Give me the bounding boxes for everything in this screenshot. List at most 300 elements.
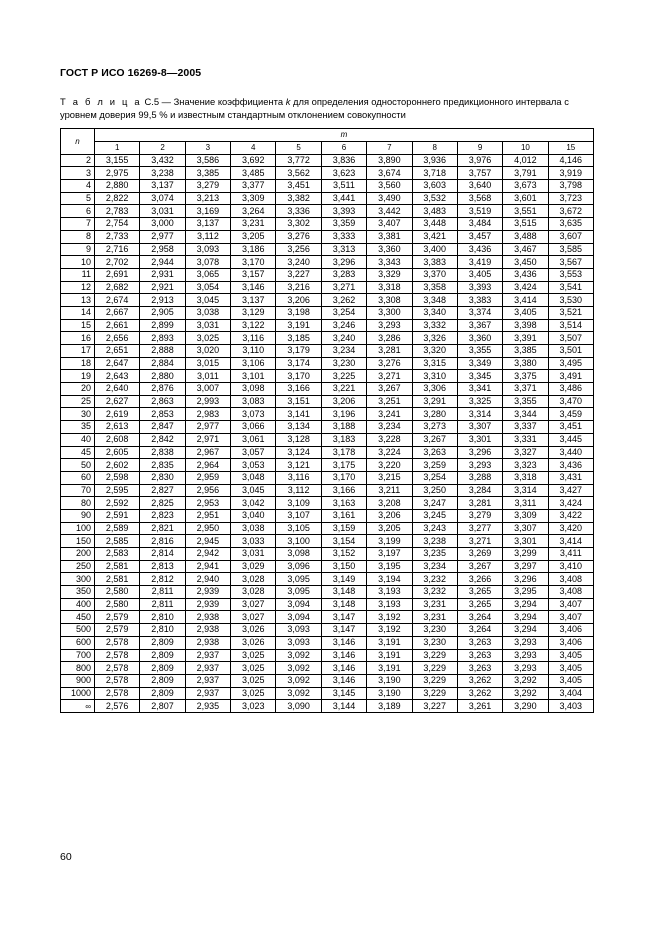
table-cell: 3,259 xyxy=(412,459,457,472)
table-cell: 2,580 xyxy=(95,586,140,599)
table-cell: 3,241 xyxy=(367,408,412,421)
table-cell: 3,098 xyxy=(231,383,276,396)
table-cell: 2,935 xyxy=(185,700,230,713)
table-cell: 3,296 xyxy=(503,573,548,586)
table-cell: 3,343 xyxy=(367,256,412,269)
table-cell: 3,607 xyxy=(548,230,593,243)
table-cell: 2,643 xyxy=(95,370,140,383)
table-cell: 2,993 xyxy=(185,395,230,408)
table-cell: 3,199 xyxy=(367,535,412,548)
table-cell: 2,977 xyxy=(140,230,185,243)
table-row xyxy=(61,687,594,700)
table-cell: 3,190 xyxy=(367,687,412,700)
table-cell: 2,576 xyxy=(95,700,140,713)
table-cell: 3,293 xyxy=(457,459,502,472)
table-cell: 3,092 xyxy=(276,674,321,687)
table-cell: 3,025 xyxy=(231,662,276,675)
table-cell: 3,045 xyxy=(231,484,276,497)
table-cell: 3,094 xyxy=(276,598,321,611)
table-cell: 2,971 xyxy=(185,433,230,446)
table-cell: 3,234 xyxy=(367,421,412,434)
table-cell: 3,215 xyxy=(367,471,412,484)
table-cell: 3,313 xyxy=(321,243,366,256)
row-label-n: 16 xyxy=(61,332,95,345)
table-cell: 3,229 xyxy=(412,662,457,675)
table-cell: 2,605 xyxy=(95,446,140,459)
row-label-n: 11 xyxy=(61,268,95,281)
table-cell: 3,297 xyxy=(503,560,548,573)
table-cell: 3,360 xyxy=(367,243,412,256)
table-cell: 3,436 xyxy=(457,243,502,256)
caption-table-id: С.5 xyxy=(144,96,160,107)
row-label-n: 600 xyxy=(61,636,95,649)
table-cell: 3,109 xyxy=(276,497,321,510)
table-cell: 3,148 xyxy=(321,598,366,611)
table-cell: 3,178 xyxy=(321,446,366,459)
table-cell: 3,163 xyxy=(321,497,366,510)
table-cell: 3,295 xyxy=(503,586,548,599)
table-cell: 3,436 xyxy=(503,268,548,281)
table-cell: 3,191 xyxy=(276,319,321,332)
table-cell: 2,937 xyxy=(185,674,230,687)
table-cell: 3,025 xyxy=(231,649,276,662)
table-cell: 3,398 xyxy=(503,319,548,332)
row-label-n: 10 xyxy=(61,256,95,269)
table-cell: 3,585 xyxy=(548,243,593,256)
table-cell: 3,432 xyxy=(140,154,185,167)
table-cell: 3,273 xyxy=(412,421,457,434)
row-label-n: ∞ xyxy=(61,700,95,713)
table-cell: 3,053 xyxy=(231,459,276,472)
table-cell: 2,578 xyxy=(95,662,140,675)
table-row xyxy=(61,535,594,548)
table-cell: 3,146 xyxy=(321,636,366,649)
table-cell: 3,151 xyxy=(276,395,321,408)
row-label-n: 800 xyxy=(61,662,95,675)
table-cell: 2,602 xyxy=(95,459,140,472)
table-cell: 3,240 xyxy=(321,332,366,345)
table-row xyxy=(61,484,594,497)
table-cell: 3,206 xyxy=(367,509,412,522)
table-row xyxy=(61,586,594,599)
table-row xyxy=(61,268,594,281)
row-label-n: 15 xyxy=(61,319,95,332)
row-label-n: 45 xyxy=(61,446,95,459)
table-cell: 3,391 xyxy=(503,332,548,345)
table-cell: 3,048 xyxy=(231,471,276,484)
table-cell: 2,592 xyxy=(95,497,140,510)
table-cell: 3,283 xyxy=(321,268,366,281)
table-cell: 3,288 xyxy=(457,471,502,484)
table-cell: 3,025 xyxy=(231,674,276,687)
table-cell: 2,863 xyxy=(140,395,185,408)
table-cell: 2,674 xyxy=(95,294,140,307)
table-cell: 3,026 xyxy=(231,624,276,637)
table-cell: 3,093 xyxy=(185,243,230,256)
table-cell: 2,640 xyxy=(95,383,140,396)
table-cell: 2,647 xyxy=(95,357,140,370)
table-cell: 3,329 xyxy=(367,268,412,281)
table-cell: 3,488 xyxy=(503,230,548,243)
table-cell: 3,095 xyxy=(276,573,321,586)
table-cell: 3,015 xyxy=(185,357,230,370)
table-cell: 3,193 xyxy=(367,586,412,599)
table-cell: 3,224 xyxy=(367,446,412,459)
table-cell: 3,025 xyxy=(231,687,276,700)
row-label-n: 8 xyxy=(61,230,95,243)
table-cell: 2,958 xyxy=(140,243,185,256)
table-cell: 2,581 xyxy=(95,573,140,586)
table-row xyxy=(61,408,594,421)
table-row xyxy=(61,180,594,193)
table-cell: 3,265 xyxy=(457,586,502,599)
table-header xyxy=(61,129,594,155)
table-cell: 2,661 xyxy=(95,319,140,332)
table-cell: 3,083 xyxy=(231,395,276,408)
table-cell: 3,483 xyxy=(412,205,457,218)
table-cell: 2,944 xyxy=(140,256,185,269)
table-row xyxy=(61,560,594,573)
table-cell: 3,331 xyxy=(503,433,548,446)
table-row xyxy=(61,281,594,294)
table-cell: 3,196 xyxy=(321,408,366,421)
table-cell: 3,121 xyxy=(276,459,321,472)
table-cell: 3,414 xyxy=(548,535,593,548)
table-cell: 3,291 xyxy=(412,395,457,408)
table-cell: 3,406 xyxy=(548,636,593,649)
table-cell: 3,919 xyxy=(548,167,593,180)
table-cell: 3,146 xyxy=(321,649,366,662)
table-cell: 3,191 xyxy=(367,649,412,662)
table-cell: 3,149 xyxy=(321,573,366,586)
table-cell: 3,976 xyxy=(457,154,502,167)
table-cell: 2,951 xyxy=(185,509,230,522)
table-cell: 2,880 xyxy=(95,180,140,193)
table-cell: 3,092 xyxy=(276,649,321,662)
table-cell: 3,267 xyxy=(457,560,502,573)
table-cell: 2,975 xyxy=(95,167,140,180)
table-row xyxy=(61,218,594,231)
table-cell: 2,619 xyxy=(95,408,140,421)
table-cell: 3,098 xyxy=(276,548,321,561)
table-cell: 3,290 xyxy=(503,700,548,713)
table-cell: 2,938 xyxy=(185,624,230,637)
table-cell: 3,134 xyxy=(276,421,321,434)
table-cell: 3,560 xyxy=(367,180,412,193)
table-cell: 3,152 xyxy=(321,548,366,561)
caption-text-before: — Значение коэффициента xyxy=(161,96,284,107)
table-row xyxy=(61,497,594,510)
table-cell: 3,427 xyxy=(548,484,593,497)
table-cell: 3,137 xyxy=(185,218,230,231)
table-cell: 3,261 xyxy=(457,700,502,713)
table-cell: 3,400 xyxy=(412,243,457,256)
table-cell: 3,011 xyxy=(185,370,230,383)
table-row xyxy=(61,573,594,586)
table-row xyxy=(61,243,594,256)
table-cell: 3,271 xyxy=(321,281,366,294)
col-group-header-m: m xyxy=(95,129,594,142)
table-cell: 3,393 xyxy=(321,205,366,218)
table-cell: 3,220 xyxy=(367,459,412,472)
table-cell: 3,284 xyxy=(457,484,502,497)
table-cell: 2,812 xyxy=(140,573,185,586)
table-cell: 3,307 xyxy=(457,421,502,434)
table-cell: 2,811 xyxy=(140,586,185,599)
table-cell: 3,146 xyxy=(321,662,366,675)
table-cell: 3,228 xyxy=(367,433,412,446)
table-row xyxy=(61,205,594,218)
table-cell: 3,294 xyxy=(503,624,548,637)
table-cell: 3,155 xyxy=(95,154,140,167)
table-cell: 3,336 xyxy=(276,205,321,218)
table-cell: 3,128 xyxy=(276,433,321,446)
table-cell: 3,294 xyxy=(503,598,548,611)
table-cell: 3,408 xyxy=(548,586,593,599)
table-cell: 2,691 xyxy=(95,268,140,281)
table-cell: 3,407 xyxy=(367,218,412,231)
table-cell: 3,359 xyxy=(321,218,366,231)
table-cell: 3,096 xyxy=(276,560,321,573)
table-cell: 3,263 xyxy=(412,446,457,459)
table-cell: 3,340 xyxy=(412,306,457,319)
table-cell: 3,229 xyxy=(412,649,457,662)
table-cell: 3,025 xyxy=(185,332,230,345)
table-row xyxy=(61,674,594,687)
table-cell: 2,579 xyxy=(95,624,140,637)
table-cell: 2,783 xyxy=(95,205,140,218)
table-cell: 3,367 xyxy=(457,319,502,332)
table-cell: 3,279 xyxy=(185,180,230,193)
table-cell: 3,161 xyxy=(321,509,366,522)
table-cell: 3,029 xyxy=(231,560,276,573)
table-row xyxy=(61,306,594,319)
table-cell: 3,459 xyxy=(548,408,593,421)
row-label-n: 200 xyxy=(61,548,95,561)
table-cell: 2,822 xyxy=(95,192,140,205)
table-cell: 3,230 xyxy=(412,636,457,649)
table-cell: 3,407 xyxy=(548,611,593,624)
table-cell: 3,315 xyxy=(412,357,457,370)
table-cell: 3,495 xyxy=(548,357,593,370)
row-label-n: 17 xyxy=(61,345,95,358)
table-cell: 3,383 xyxy=(412,256,457,269)
table-cell: 3,116 xyxy=(231,332,276,345)
row-label-n: 5 xyxy=(61,192,95,205)
table-cell: 3,188 xyxy=(321,421,366,434)
table-cell: 2,807 xyxy=(140,700,185,713)
table-cell: 3,405 xyxy=(457,268,502,281)
table-cell: 3,146 xyxy=(321,674,366,687)
table-cell: 2,945 xyxy=(185,535,230,548)
table-cell: 2,827 xyxy=(140,484,185,497)
row-label-n: 1000 xyxy=(61,687,95,700)
table-cell: 3,191 xyxy=(367,662,412,675)
table-cell: 3,092 xyxy=(276,687,321,700)
table-cell: 3,306 xyxy=(412,383,457,396)
table-cell: 3,798 xyxy=(548,180,593,193)
table-cell: 3,501 xyxy=(548,345,593,358)
table-cell: 3,405 xyxy=(548,649,593,662)
table-cell: 3,718 xyxy=(412,167,457,180)
column-header: 1 xyxy=(95,141,140,154)
coefficient-table xyxy=(60,128,594,713)
table-cell: 3,262 xyxy=(457,674,502,687)
row-label-n: 19 xyxy=(61,370,95,383)
table-row xyxy=(61,192,594,205)
table-cell: 3,175 xyxy=(321,459,366,472)
table-cell: 3,240 xyxy=(276,256,321,269)
table-cell: 3,110 xyxy=(231,345,276,358)
column-header: 9 xyxy=(457,141,502,154)
table-cell: 3,772 xyxy=(276,154,321,167)
table-cell: 3,355 xyxy=(457,345,502,358)
row-label-n: 9 xyxy=(61,243,95,256)
table-cell: 2,983 xyxy=(185,408,230,421)
row-label-n: 350 xyxy=(61,586,95,599)
table-cell: 3,093 xyxy=(276,624,321,637)
table-cell: 3,147 xyxy=(321,624,366,637)
table-cell: 2,939 xyxy=(185,586,230,599)
table-cell: 2,876 xyxy=(140,383,185,396)
table-cell: 3,301 xyxy=(503,535,548,548)
table-row xyxy=(61,332,594,345)
table-cell: 3,374 xyxy=(457,306,502,319)
table-row xyxy=(61,167,594,180)
table-cell: 3,307 xyxy=(503,522,548,535)
table-cell: 2,938 xyxy=(185,636,230,649)
row-label-n: 900 xyxy=(61,674,95,687)
column-header: 4 xyxy=(231,141,276,154)
row-label-n: 80 xyxy=(61,497,95,510)
table-cell: 3,245 xyxy=(412,509,457,522)
table-cell: 3,031 xyxy=(231,548,276,561)
table-cell: 3,293 xyxy=(503,649,548,662)
table-cell: 3,507 xyxy=(548,332,593,345)
table-cell: 3,293 xyxy=(503,636,548,649)
table-cell: 2,656 xyxy=(95,332,140,345)
table-cell: 2,838 xyxy=(140,446,185,459)
table-cell: 3,221 xyxy=(321,383,366,396)
table-row xyxy=(61,611,594,624)
table-cell: 3,325 xyxy=(457,395,502,408)
table-cell: 3,105 xyxy=(276,522,321,535)
table-cell: 3,791 xyxy=(503,167,548,180)
table-cell: 2,937 xyxy=(185,649,230,662)
table-cell: 3,286 xyxy=(367,332,412,345)
table-cell: 3,541 xyxy=(548,281,593,294)
table-cell: 3,238 xyxy=(140,167,185,180)
table-cell: 3,262 xyxy=(321,294,366,307)
table-cell: 3,264 xyxy=(457,624,502,637)
table-cell: 3,674 xyxy=(367,167,412,180)
table-row xyxy=(61,357,594,370)
table-cell: 2,880 xyxy=(140,370,185,383)
table-cell: 2,884 xyxy=(140,357,185,370)
table-cell: 3,281 xyxy=(457,497,502,510)
table-row xyxy=(61,548,594,561)
table-cell: 3,232 xyxy=(412,586,457,599)
table-cell: 3,101 xyxy=(231,370,276,383)
table-cell: 2,893 xyxy=(140,332,185,345)
row-label-n: 13 xyxy=(61,294,95,307)
table-row xyxy=(61,345,594,358)
row-label-n: 50 xyxy=(61,459,95,472)
table-cell: 3,403 xyxy=(548,700,593,713)
table-cell: 3,147 xyxy=(321,611,366,624)
table-cell: 3,265 xyxy=(457,598,502,611)
table-cell: 3,457 xyxy=(457,230,502,243)
table-cell: 2,964 xyxy=(185,459,230,472)
table-cell: 3,314 xyxy=(503,484,548,497)
table-cell: 3,327 xyxy=(503,446,548,459)
table-cell: 2,941 xyxy=(185,560,230,573)
table-cell: 3,567 xyxy=(548,256,593,269)
table-cell: 2,937 xyxy=(185,662,230,675)
table-cell: 2,579 xyxy=(95,611,140,624)
table-cell: 3,066 xyxy=(231,421,276,434)
table-row xyxy=(61,459,594,472)
table-cell: 2,853 xyxy=(140,408,185,421)
table-cell: 3,672 xyxy=(548,205,593,218)
table-cell: 3,263 xyxy=(457,662,502,675)
table-cell: 3,023 xyxy=(231,700,276,713)
table-cell: 3,154 xyxy=(321,535,366,548)
table-cell: 3,166 xyxy=(276,383,321,396)
table-cell: 3,195 xyxy=(367,560,412,573)
table-cell: 3,371 xyxy=(503,383,548,396)
table-row xyxy=(61,319,594,332)
table-cell: 2,905 xyxy=(140,306,185,319)
table-cell: 3,231 xyxy=(412,598,457,611)
table-cell: 3,484 xyxy=(457,218,502,231)
table-cell: 3,170 xyxy=(321,471,366,484)
table-cell: 2,733 xyxy=(95,230,140,243)
table-cell: 3,404 xyxy=(548,687,593,700)
table-cell: 2,847 xyxy=(140,421,185,434)
table-cell: 2,888 xyxy=(140,345,185,358)
table-caption xyxy=(60,96,605,121)
row-label-n: 3 xyxy=(61,167,95,180)
table-cell: 2,956 xyxy=(185,484,230,497)
table-cell: 3,271 xyxy=(367,370,412,383)
table-cell: 3,092 xyxy=(276,662,321,675)
table-cell: 3,045 xyxy=(185,294,230,307)
table-cell: 3,093 xyxy=(276,636,321,649)
table-cell: 3,231 xyxy=(412,611,457,624)
table-row xyxy=(61,636,594,649)
table-cell: 3,490 xyxy=(367,192,412,205)
table-cell: 3,309 xyxy=(503,509,548,522)
row-label-n: 7 xyxy=(61,218,95,231)
table-cell: 3,193 xyxy=(367,598,412,611)
table-cell: 3,065 xyxy=(185,268,230,281)
table-cell: 3,238 xyxy=(412,535,457,548)
table-cell: 3,405 xyxy=(548,662,593,675)
row-label-n: 700 xyxy=(61,649,95,662)
table-cell: 2,578 xyxy=(95,687,140,700)
caption-k-symbol: k xyxy=(285,96,291,107)
table-cell: 3,124 xyxy=(276,446,321,459)
table-cell: 3,302 xyxy=(276,218,321,231)
table-row xyxy=(61,230,594,243)
table-cell: 3,349 xyxy=(457,357,502,370)
table-cell: 3,530 xyxy=(548,294,593,307)
row-label-n: 100 xyxy=(61,522,95,535)
table-row xyxy=(61,154,594,167)
table-cell: 3,623 xyxy=(321,167,366,180)
row-label-n: 14 xyxy=(61,306,95,319)
